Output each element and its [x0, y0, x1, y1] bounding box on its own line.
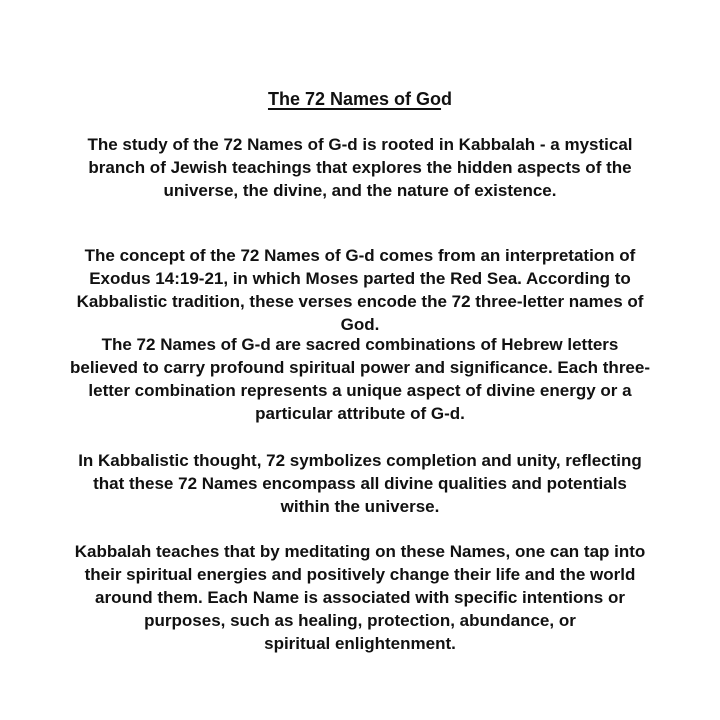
document-title	[0, 88, 720, 110]
document-title-underlined: The 72 Names of Go	[267, 89, 442, 109]
paragraph-line: believed to carry profound spiritual power and significance. Each three-	[69, 358, 651, 377]
paragraph-line: The 72 Names of G-d are sacred combinations of Hebrew letters	[101, 335, 619, 354]
paragraph-line: Exodus 14:19-21, in which Moses parted the Red Sea. According to	[89, 269, 631, 288]
document-title-rest: d	[441, 89, 453, 109]
paragraph-line: that these 72 Names encompass all divine qualities and potentials	[93, 474, 627, 493]
paragraph-line: spiritual enlightenment.	[264, 634, 456, 653]
paragraph-meditation	[30, 540, 690, 655]
paragraph-line: around them. Each Name is associated with specific intentions or	[95, 588, 625, 607]
paragraph-line: universe, the divine, and the nature of existence.	[163, 181, 557, 200]
paragraph-line: their spiritual energies and positively change their life and the world	[84, 565, 636, 584]
paragraph-line: Kabbalistic tradition, these verses encode the 72 three-letter names of	[76, 292, 644, 311]
paragraph-completion-unity	[30, 449, 690, 518]
paragraph-line: God.	[340, 315, 380, 334]
paragraph-line: branch of Jewish teachings that explores the hidden aspects of the	[88, 158, 632, 177]
paragraph-kabbalah-origins	[30, 133, 690, 202]
paragraph-line: The concept of the 72 Names of G-d comes from an interpretation of	[84, 246, 636, 265]
paragraph-exodus-origin	[30, 244, 690, 336]
paragraph-line: particular attribute of G-d.	[255, 404, 465, 423]
paragraph-line: Kabbalah teaches that by meditating on these Names, one can tap into	[74, 542, 646, 561]
paragraph-line: within the universe.	[280, 497, 440, 516]
paragraph-hebrew-letters	[30, 333, 690, 425]
paragraph-line: The study of the 72 Names of G-d is rooted in Kabbalah - a mystical	[87, 135, 633, 154]
paragraph-line: letter combination represents a unique aspect of divine energy or a	[88, 381, 632, 400]
paragraph-line: In Kabbalistic thought, 72 symbolizes completion and unity, reflecting	[78, 451, 642, 470]
paragraph-line: purposes, such as healing, protection, abundance, or	[144, 611, 576, 630]
